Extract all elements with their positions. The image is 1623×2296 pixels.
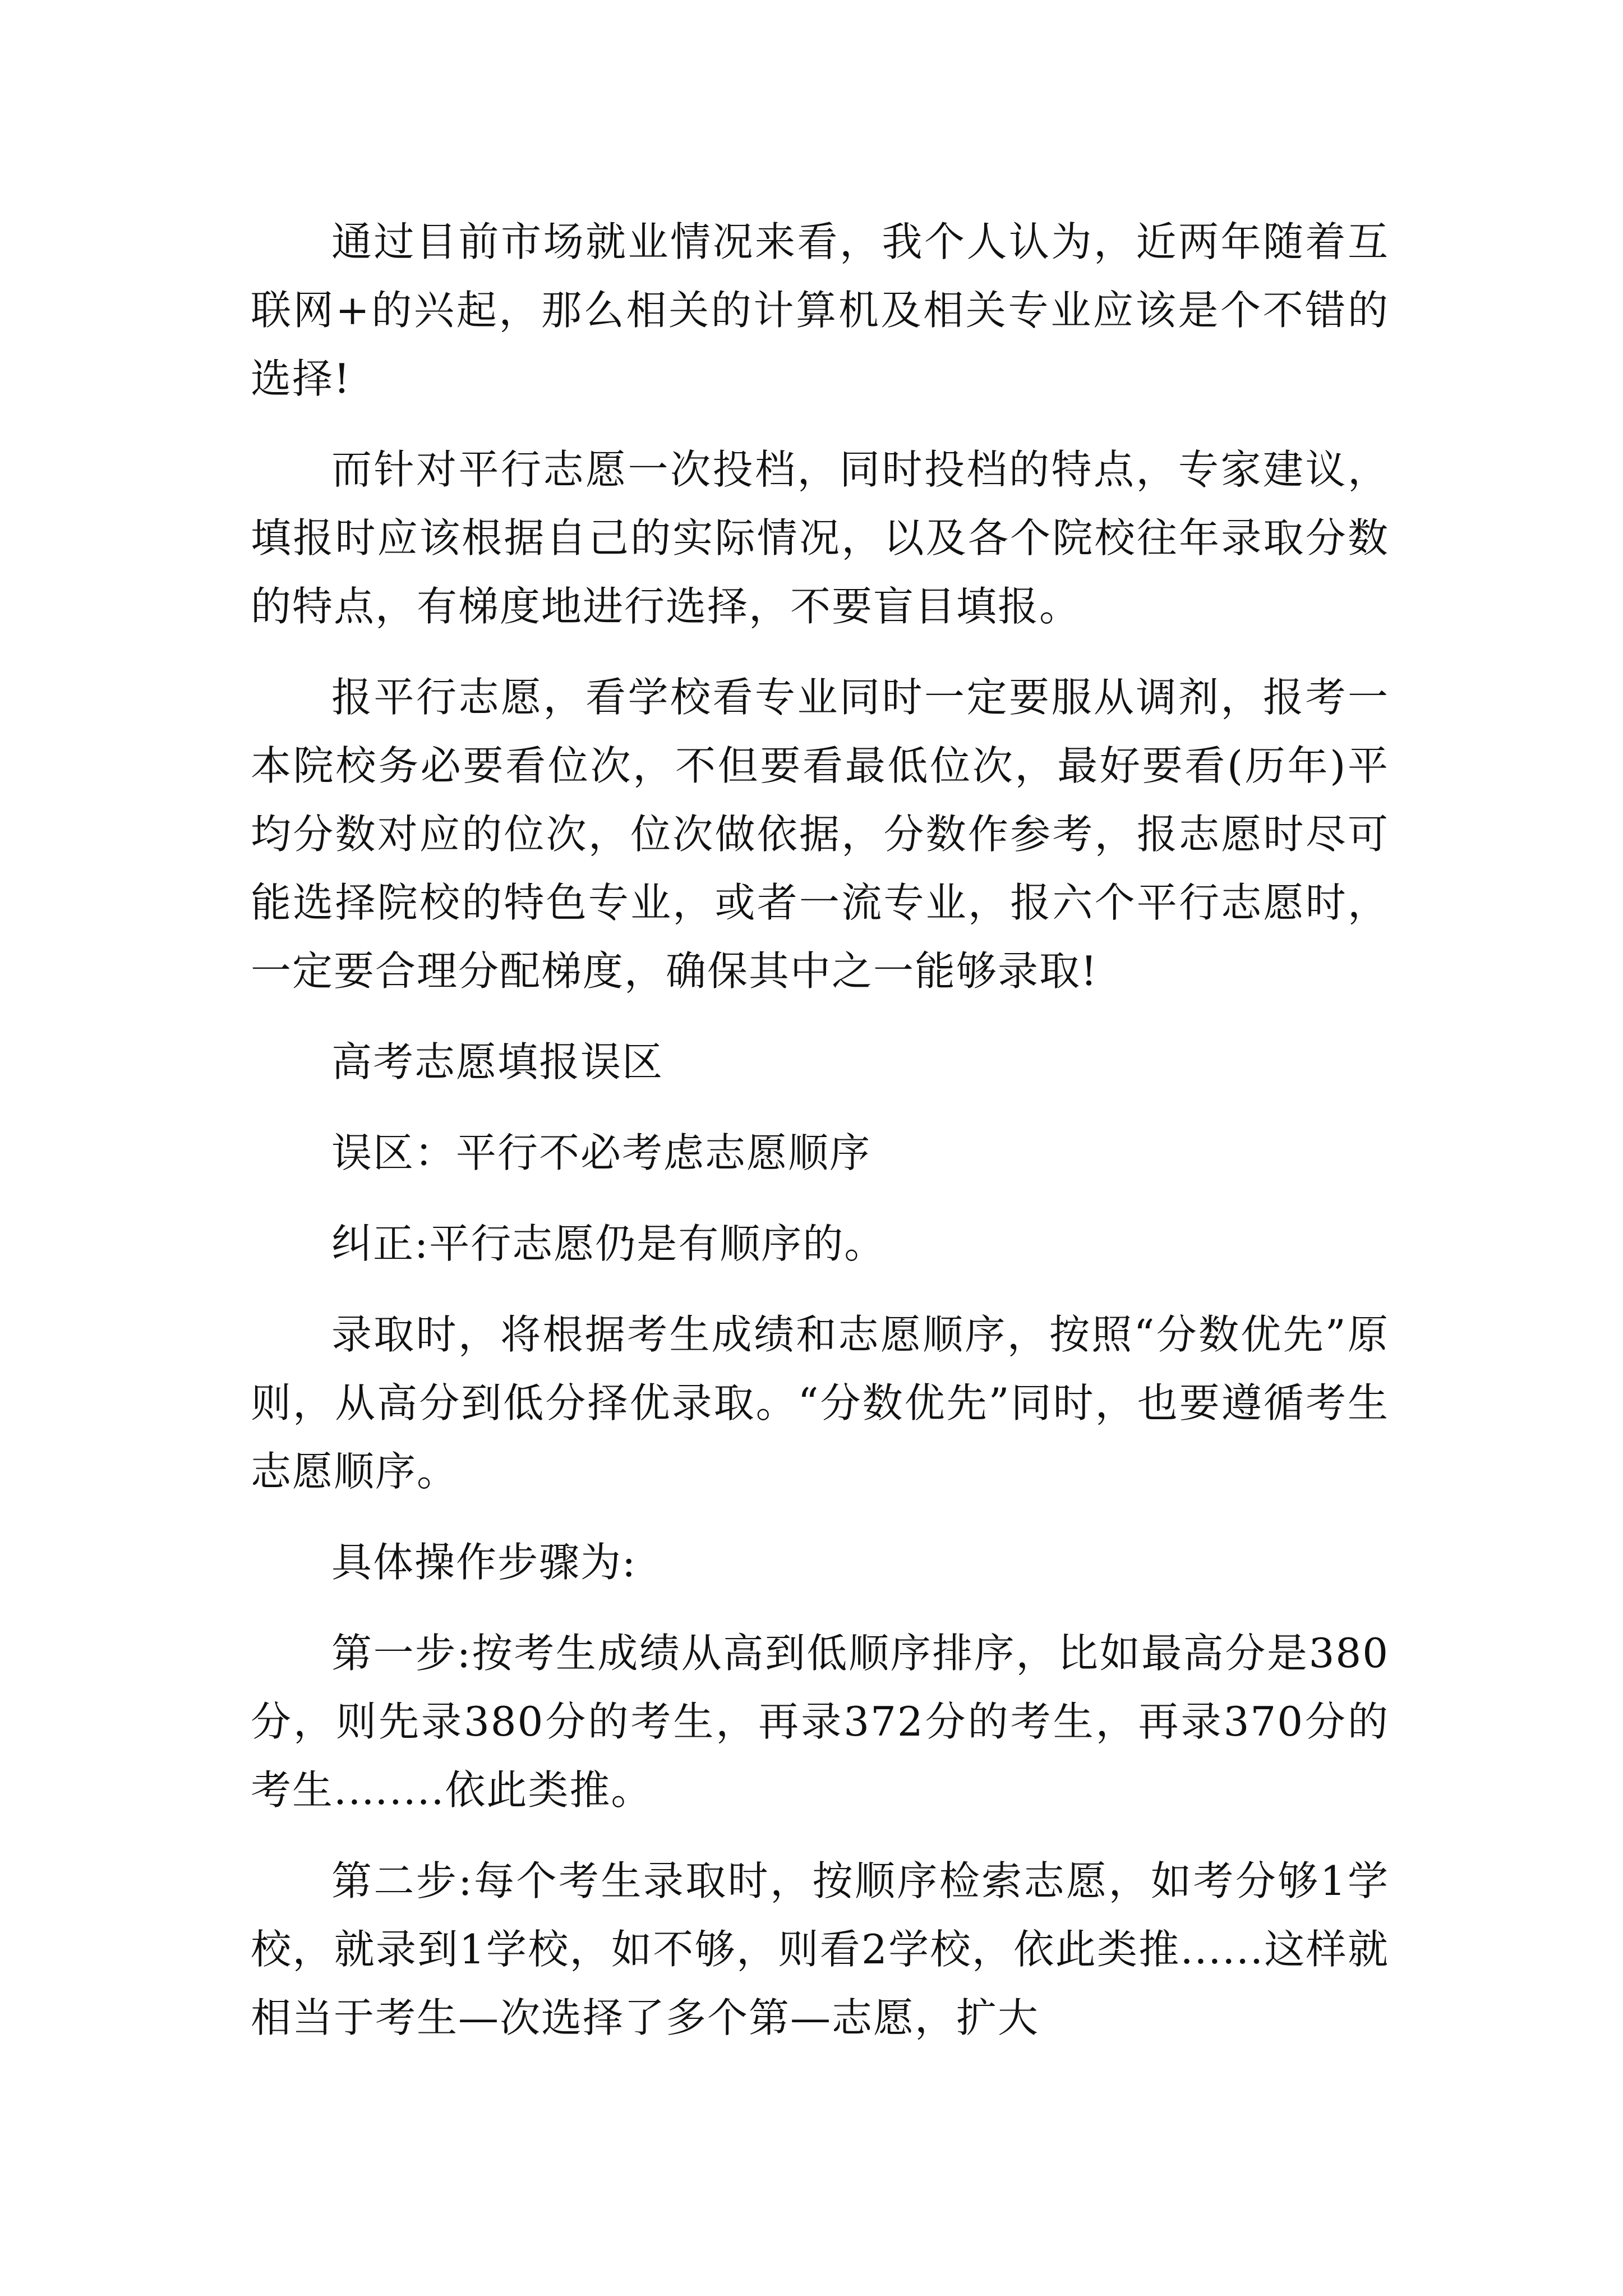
paragraph-step-two: 第二步:每个考生录取时，按顺序检索志愿，如考分够1学校，就录到1学校，如不够，则看2学校，依此类推......这样就相当于考生—次选择了多个第—志愿，扩大	[251, 1857, 1389, 2041]
paragraph-steps-intro: 具体操作步骤为:	[331, 1539, 637, 1586]
paragraph-misconception: 误区：平行不必考虑志愿顺序	[331, 1129, 872, 1176]
paragraph-parallel-volunteer-advice: 而针对平行志愿一次投档，同时投档的特点，专家建议，填报时应该根据自己的实际情况，以及各个院校往年录取分数的特点，有梯度地进行选择，不要盲目填报。	[251, 446, 1389, 630]
document-body	[251, 208, 1389, 2074]
paragraph-admission-rule: 录取时，将根据考生成绩和志愿顺序，按照“分数优先”原则，从高分到低分择优录取。“分数优先”同时，也要遵循考生志愿顺序。	[251, 1311, 1389, 1495]
paragraph-step-one: 第一步:按考生成绩从高到低顺序排序，比如最高分是380分，则先录380分的考生，再录372分的考生，再录370分的考生.…....依此类推。	[251, 1630, 1389, 1814]
paragraph-application-strategy: 报平行志愿，看学校看专业同时一定要服从调剂，报考一本院校务必要看位次，不但要看最低位次，最好要看(历年)平均分数对应的位次，位次做依据，分数作参考，报志愿时尽可能选择院校的特色专业，或者一流专业，报六个平行志愿时，一定要合理分配梯度，确保其中之一能够录取!	[251, 674, 1389, 995]
paragraph-employment-outlook: 通过目前市场就业情况来看，我个人认为，近两年随着互联网+的兴起，那么相关的计算机及相关专业应该是个不错的选择!	[251, 218, 1389, 402]
section-heading-misconceptions: 高考志愿填报误区	[331, 1038, 664, 1085]
paragraph-correction: 纠正:平行志愿仍是有顺序的。	[331, 1220, 886, 1267]
